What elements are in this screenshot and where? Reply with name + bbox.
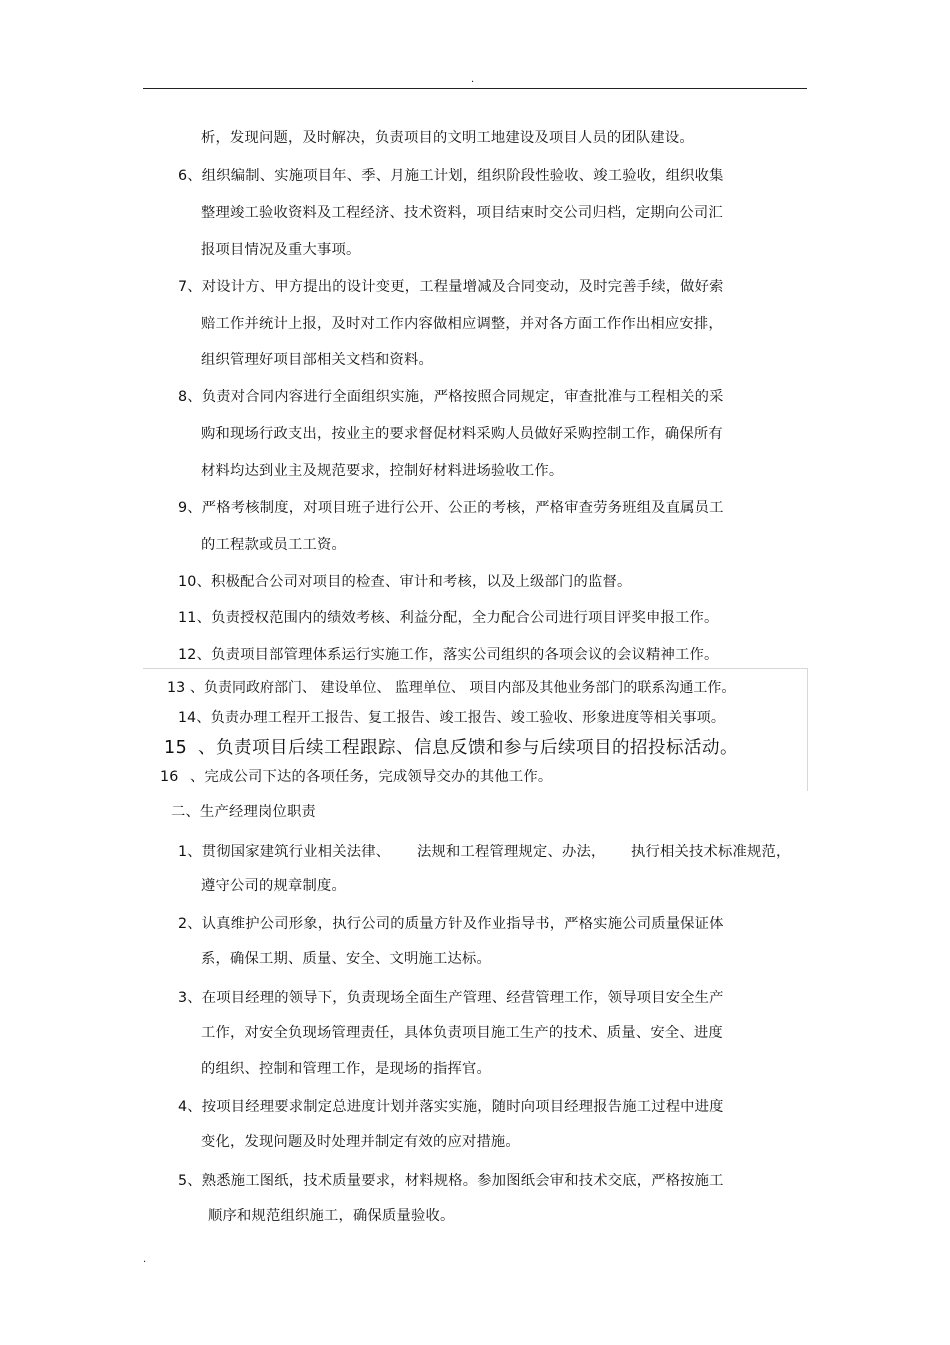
list-item-6: 6、组织编制、实施项目年、季、月施工计划，组织阶段性验收、竣工验收，组织收集 [178,168,724,184]
list-item-16: 、完成公司下达的各项任务，完成领导交办的其他工作。 [190,769,553,785]
list-item-10: 10、积极配合公司对项目的检查、审计和考核，以及上级部门的监督。 [178,574,632,590]
list-item-9: 9、严格考核制度，对项目班子进行公开、公正的考核，严格审查劳务班组及直属员工 [178,500,724,516]
list-item-8: 8、负责对合同内容进行全面组织实施，严格按照合同规定，审查批准与工程相关的采 [178,389,724,405]
text-line: 组织管理好项目部相关文档和资料。 [201,352,433,368]
text-line: 遵守公司的规章制度。 [201,878,346,894]
header-rule [143,88,807,89]
text-line: 赔工作并统计上报，及时对工作内容做相应调整，并对各方面工作作出相应安排， [201,316,723,332]
header-mark: . [471,74,475,85]
text-line: 材料均达到业主及规范要求，控制好材料进场验收工作。 [201,463,564,479]
text-line: 购和现场行政支出，按业主的要求督促材料采购人员做好采购控制工作，确保所有 [201,426,723,442]
list-item-13: 、负责同政府部门、 建设单位、 监理单位、 项目内部及其他业务部门的联系沟通工作。 [190,680,736,696]
list-number-13: 13 [167,680,186,696]
list-item-15: 、负责项目后续工程跟踪、信息反馈和参与后续项目的招投标活动。 [198,738,738,758]
text-line: 顺序和规范组织施工，确保质量验收。 [208,1208,455,1224]
text-line: 析，发现问题，及时解决，负责项目的文明工地建设及项目人员的团队建设。 [201,130,694,146]
text-line: 变化，发现问题及时处理并制定有效的应对措施。 [201,1134,520,1150]
list-number-16: 16 [160,769,179,785]
list-item-1: 1、贯彻国家建筑行业相关法律、 [178,844,391,860]
list-item-5: 5、熟悉施工图纸，技术质量要求，材料规格。参加图纸会审和技术交底，严格按施工 [178,1173,724,1189]
text-fragment: 法规和工程管理规定、办法， [417,844,606,860]
text-line: 的工程款或员工工资。 [201,537,346,553]
list-number-15: 15 [164,738,188,758]
list-item-2: 2、认真维护公司形象，执行公司的质量方针及作业指导书，严格实施公司质量保证体 [178,916,724,932]
list-item-14: 14、负责办理工程开工报告、复工报告、竣工报告、竣工验收、形象进度等相关事项。 [178,710,726,726]
text-line: 报项目情况及重大事项。 [201,242,361,258]
list-item-4: 4、按项目经理要求制定总进度计划并落实实施，随时向项目经理报告施工过程中进度 [178,1099,724,1115]
text-line: 系，确保工期、质量、安全、文明施工达标。 [201,951,491,967]
list-item-7: 7、对设计方、甲方提出的设计变更，工程量增减及合同变动，及时完善手续，做好索 [178,279,724,295]
list-item-3: 3、在项目经理的领导下，负责现场全面生产管理、经营管理工作，领导项目安全生产 [178,990,724,1006]
list-item-12: 12、负责项目部管理体系运行实施工作，落实公司组织的各项会议的会议精神工作。 [178,647,719,663]
text-line: 工作，对安全负现场管理责任，具体负责项目施工生产的技术、质量、安全、进度 [201,1025,723,1041]
section-heading: 二、生产经理岗位职责 [171,804,316,820]
text-line: 整理竣工验收资料及工程经济、技术资料，项目结束时交公司归档，定期向公司汇 [201,205,723,221]
list-item-11: 11、负责授权范围内的绩效考核、利益分配，全力配合公司进行项目评奖申报工作。 [178,610,719,626]
text-fragment: 执行相关技术标准规范， [631,844,791,860]
text-line: 的组织、控制和管理工作，是现场的指挥官。 [201,1061,491,1077]
footer-mark: . [143,1254,147,1265]
